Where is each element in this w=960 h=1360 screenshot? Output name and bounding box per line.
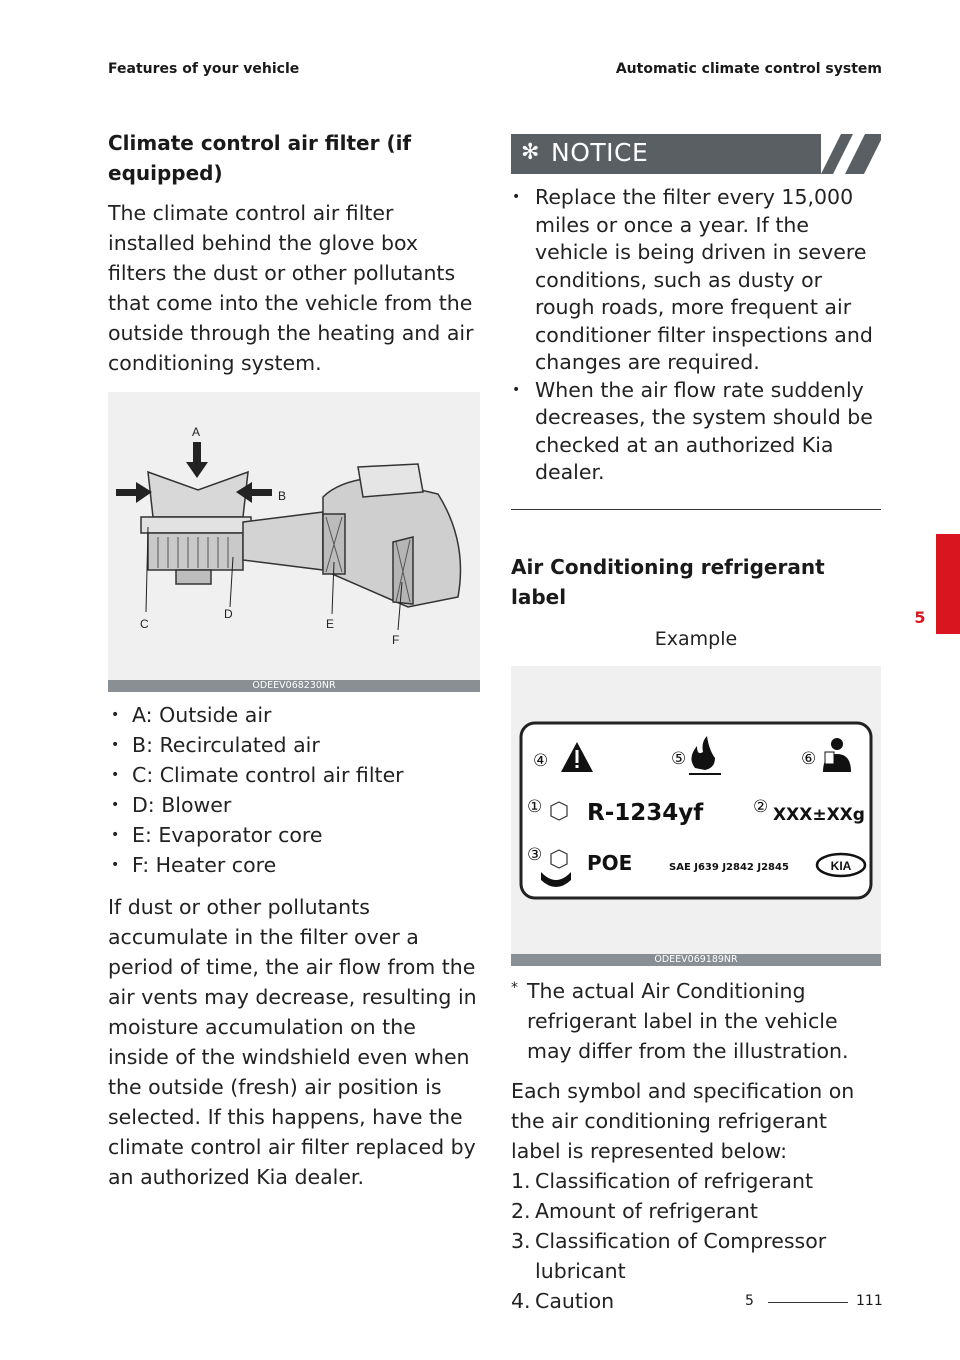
- symbol-list-item: 2. Amount of refrigerant: [511, 1198, 758, 1223]
- intro-paragraph: The climate control air filter installed behind the glove box filters the dust or other pollutants that come into the vehicle from the outside through the heating and air conditioning system.: [108, 201, 474, 375]
- right-column: [511, 134, 881, 1316]
- legend-item: • D: Blower: [108, 790, 480, 820]
- legend-item: • E: Evaporator core: [108, 820, 480, 850]
- label-num-2: ②: [753, 796, 769, 817]
- legend-item: • A: Outside air: [108, 700, 480, 730]
- callout-a: A: [192, 425, 201, 439]
- label-num-1: ①: [527, 796, 543, 817]
- symbol-list-item: 1. Classification of refrigerant: [511, 1168, 814, 1193]
- legend-item: • C: Climate control air filter: [108, 760, 480, 790]
- notice-title: NOTICE: [551, 138, 649, 167]
- diagonal-stripes-icon: [821, 134, 881, 174]
- footer-rule: [768, 1302, 848, 1303]
- chapter-side-tab: [936, 534, 960, 634]
- callout-c: C: [140, 617, 149, 631]
- legend-item: • F: Heater core: [108, 850, 480, 880]
- example-caption: Example: [654, 627, 738, 650]
- section-title-refrigerant-label: Air Conditioning refrigerant label: [511, 554, 825, 609]
- page-number: 111: [856, 1293, 883, 1309]
- figure-code: ODEEV068230NR: [108, 680, 480, 692]
- left-column: [108, 128, 480, 1192]
- symbol-list-item: 3. Classification of Compressor lubricant: [511, 1228, 827, 1283]
- chapter-number: 5: [914, 608, 926, 627]
- body-paragraph: If dust or other pollutants accumulate in the filter over a period of time, the air flow from the air vents may decrease, resulting in moisture accumulation on the inside of the windshield even when the outside (fresh) air position is selected. If this happens, have the climate control air filter replaced by an authorized Kia dealer.: [108, 895, 477, 1189]
- label-sae: SAE J639 J2842 J2845: [669, 861, 789, 873]
- footer-section: 5: [745, 1293, 754, 1309]
- notice-list: [511, 184, 881, 487]
- air-filter-diagram: [108, 392, 480, 692]
- refrigerant-label-illustration: [511, 666, 881, 954]
- label-num-3: ③: [527, 844, 543, 865]
- symbol-list-item: 4. Caution: [511, 1288, 615, 1313]
- label-num-6: ⑥: [801, 748, 817, 769]
- footnote-text: The actual Air Conditioning refrigerant label in the vehicle may differ from the illustration.: [527, 978, 849, 1063]
- footnote-mark: *: [511, 979, 518, 996]
- label-num-4: ④: [533, 750, 549, 771]
- callout-e: E: [326, 617, 335, 631]
- refrigerant-label-figure: [511, 666, 881, 966]
- figure-code: ODEEV069189NR: [511, 954, 881, 966]
- symbol-list: [511, 1166, 881, 1316]
- notice-star-icon: ✻: [521, 140, 540, 165]
- notice-item: • Replace the filter every 15,000 miles or once a year. If the vehicle is being driven in severe conditions, such as dusty or rough roads, more frequent air conditioner filter inspections and changes are required.: [511, 184, 881, 377]
- legend-item: • B: Recirculated air: [108, 730, 480, 760]
- running-header-left: Features of your vehicle: [108, 61, 300, 77]
- callout-f: F: [392, 633, 400, 647]
- technician-icon: [831, 738, 843, 750]
- body-paragraph: Each symbol and specification on the air conditioning refrigerant label is represented below:: [511, 1078, 855, 1163]
- footnote: [511, 976, 881, 1066]
- label-logo: KIA: [830, 858, 852, 873]
- label-refrigerant: R-1234yf: [587, 799, 704, 826]
- section-title-air-filter: Climate control air filter (if equipped): [108, 131, 412, 185]
- notice-banner: [511, 134, 881, 174]
- callout-b: B: [278, 489, 287, 503]
- hvac-illustration: [108, 392, 480, 680]
- label-oil: POE: [587, 850, 633, 875]
- running-header-right: Automatic climate control system: [615, 61, 882, 77]
- label-num-5: ⑤: [671, 748, 687, 769]
- notice-item: • When the air flow rate suddenly decreases, the system should be checked at an authorized Kia dealer.: [511, 377, 881, 487]
- component-legend: [108, 700, 480, 880]
- section-divider: [511, 509, 881, 510]
- callout-d: D: [224, 607, 233, 621]
- label-amount: XXX±XXg: [773, 804, 865, 825]
